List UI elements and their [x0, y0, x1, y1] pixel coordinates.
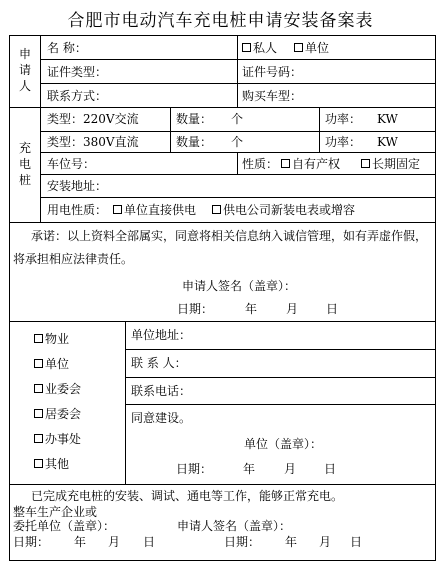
table-line	[170, 107, 171, 152]
completion-day-left: 日	[143, 535, 156, 549]
charger-row2-power-unit: KW	[377, 135, 398, 149]
table-line	[40, 83, 436, 84]
checkbox-icon	[113, 205, 122, 214]
checkbox-icon	[34, 434, 43, 443]
checkbox-icon	[34, 334, 43, 343]
name-label: 名 称：	[47, 41, 87, 55]
commitment-text-line1: 承诺：以上资料全部属实，同意将相关信息纳入诚信管理，如有弄虚作假，	[31, 229, 428, 243]
table-border-right	[435, 35, 436, 561]
org-phone-label: 联系电话：	[131, 384, 192, 398]
power-nature-label: 用电性质：	[47, 203, 108, 217]
entrusted-unit-seal-label: 委托单位（盖章）：	[13, 519, 116, 533]
option-new-meter[interactable]: 供电公司新装电表或增容	[212, 203, 355, 217]
manufacturer-label: 整车生产企业或	[13, 505, 98, 519]
option-private[interactable]: 私人	[242, 41, 277, 55]
table-line	[40, 197, 436, 198]
org-option-property-mgmt[interactable]: 物业	[34, 332, 69, 346]
table-line	[125, 404, 436, 405]
table-line	[237, 35, 238, 107]
commitment-month: 月	[286, 302, 299, 316]
org-day: 日	[324, 462, 337, 476]
checkbox-icon	[34, 384, 43, 393]
completion-year-right: 年	[285, 535, 298, 549]
applicant-section-label: 申请人	[18, 47, 31, 93]
contact-label: 联系方式：	[47, 89, 108, 103]
table-line	[9, 35, 436, 36]
table-line	[40, 131, 436, 132]
commitment-date-label: 日期：	[177, 302, 214, 316]
install-address-label: 安装地址：	[47, 179, 108, 193]
completion-day-right: 日	[350, 535, 363, 549]
option-own-property[interactable]: 自有产权	[281, 157, 340, 171]
checkbox-icon	[34, 459, 43, 468]
commitment-text-line2: 将承担相应法律责任。	[13, 252, 134, 266]
charger-row1-qty-unit: 个	[231, 112, 244, 126]
charger-row1-power-label: 功率：	[325, 112, 362, 126]
option-direct-supply[interactable]: 单位直接供电	[113, 203, 196, 217]
table-line	[319, 107, 320, 152]
id-number-label: 证件号码：	[242, 65, 303, 79]
table-line	[125, 377, 436, 378]
table-line	[9, 560, 436, 561]
completion-text: 已完成充电桩的安装、调试、通电等工作，能够正常充电。	[31, 489, 344, 503]
completion-date-label-right: 日期：	[224, 535, 261, 549]
table-line	[9, 484, 436, 485]
property-label: 性质：	[242, 157, 279, 171]
table-line	[237, 152, 238, 174]
charger-row2-qty-label: 数量：	[176, 135, 213, 149]
table-line	[9, 107, 436, 108]
org-year: 年	[243, 462, 256, 476]
parking-label: 车位号：	[47, 157, 96, 171]
table-line	[40, 59, 436, 60]
checkbox-icon	[361, 159, 370, 168]
org-agree-label: 同意建设。	[131, 411, 192, 425]
org-option-residents-committee[interactable]: 居委会	[34, 407, 81, 421]
checkbox-icon	[34, 409, 43, 418]
checkbox-icon	[242, 43, 251, 52]
completion-date-label-left: 日期：	[13, 535, 50, 549]
completion-year-left: 年	[74, 535, 87, 549]
completion-applicant-sign-label: 申请人签名（盖章）：	[177, 519, 292, 533]
org-option-unit[interactable]: 单位	[34, 357, 69, 371]
org-option-owners-committee[interactable]: 业委会	[34, 382, 81, 396]
table-line	[125, 321, 126, 484]
applicant-sign-label: 申请人签名（盖章）：	[182, 279, 297, 293]
table-border-left	[9, 35, 10, 561]
checkbox-icon	[34, 359, 43, 368]
table-line	[40, 152, 436, 153]
charger-row2-power-label: 功率：	[325, 135, 362, 149]
checkbox-icon	[281, 159, 290, 168]
table-line	[9, 321, 436, 322]
table-line	[125, 349, 436, 350]
commitment-day: 日	[326, 302, 339, 316]
org-date-label: 日期：	[176, 462, 213, 476]
form-title: 合肥市电动汽车充电桩申请安装备案表	[67, 11, 374, 31]
car-model-label: 购买车型：	[242, 89, 303, 103]
org-seal-label: 单位（盖章）：	[244, 437, 323, 451]
charger-section-label: 充电桩	[18, 141, 31, 187]
id-type-label: 证件类型：	[47, 65, 108, 79]
charger-row2-qty-unit: 个	[231, 135, 244, 149]
org-option-sub-district[interactable]: 办事处	[34, 432, 81, 446]
charger-row1-power-unit: KW	[377, 112, 398, 126]
charger-row1-qty-label: 数量：	[176, 112, 213, 126]
completion-month-right: 月	[319, 535, 332, 549]
checkbox-icon	[212, 205, 221, 214]
option-long-term[interactable]: 长期固定	[361, 157, 420, 171]
checkbox-icon	[294, 43, 303, 52]
org-option-other[interactable]: 其他	[34, 457, 69, 471]
option-unit[interactable]: 单位	[294, 41, 329, 55]
org-contact-label: 联 系 人：	[131, 356, 187, 370]
charger-row1-type: 类型：220V交流	[47, 112, 139, 126]
commitment-year: 年	[245, 302, 258, 316]
org-address-label: 单位地址：	[131, 328, 192, 342]
table-line	[40, 174, 436, 175]
charger-row2-type: 类型：380V直流	[47, 135, 139, 149]
completion-month-left: 月	[108, 535, 121, 549]
org-month: 月	[284, 462, 297, 476]
table-line	[9, 222, 436, 223]
table-line	[40, 35, 41, 222]
